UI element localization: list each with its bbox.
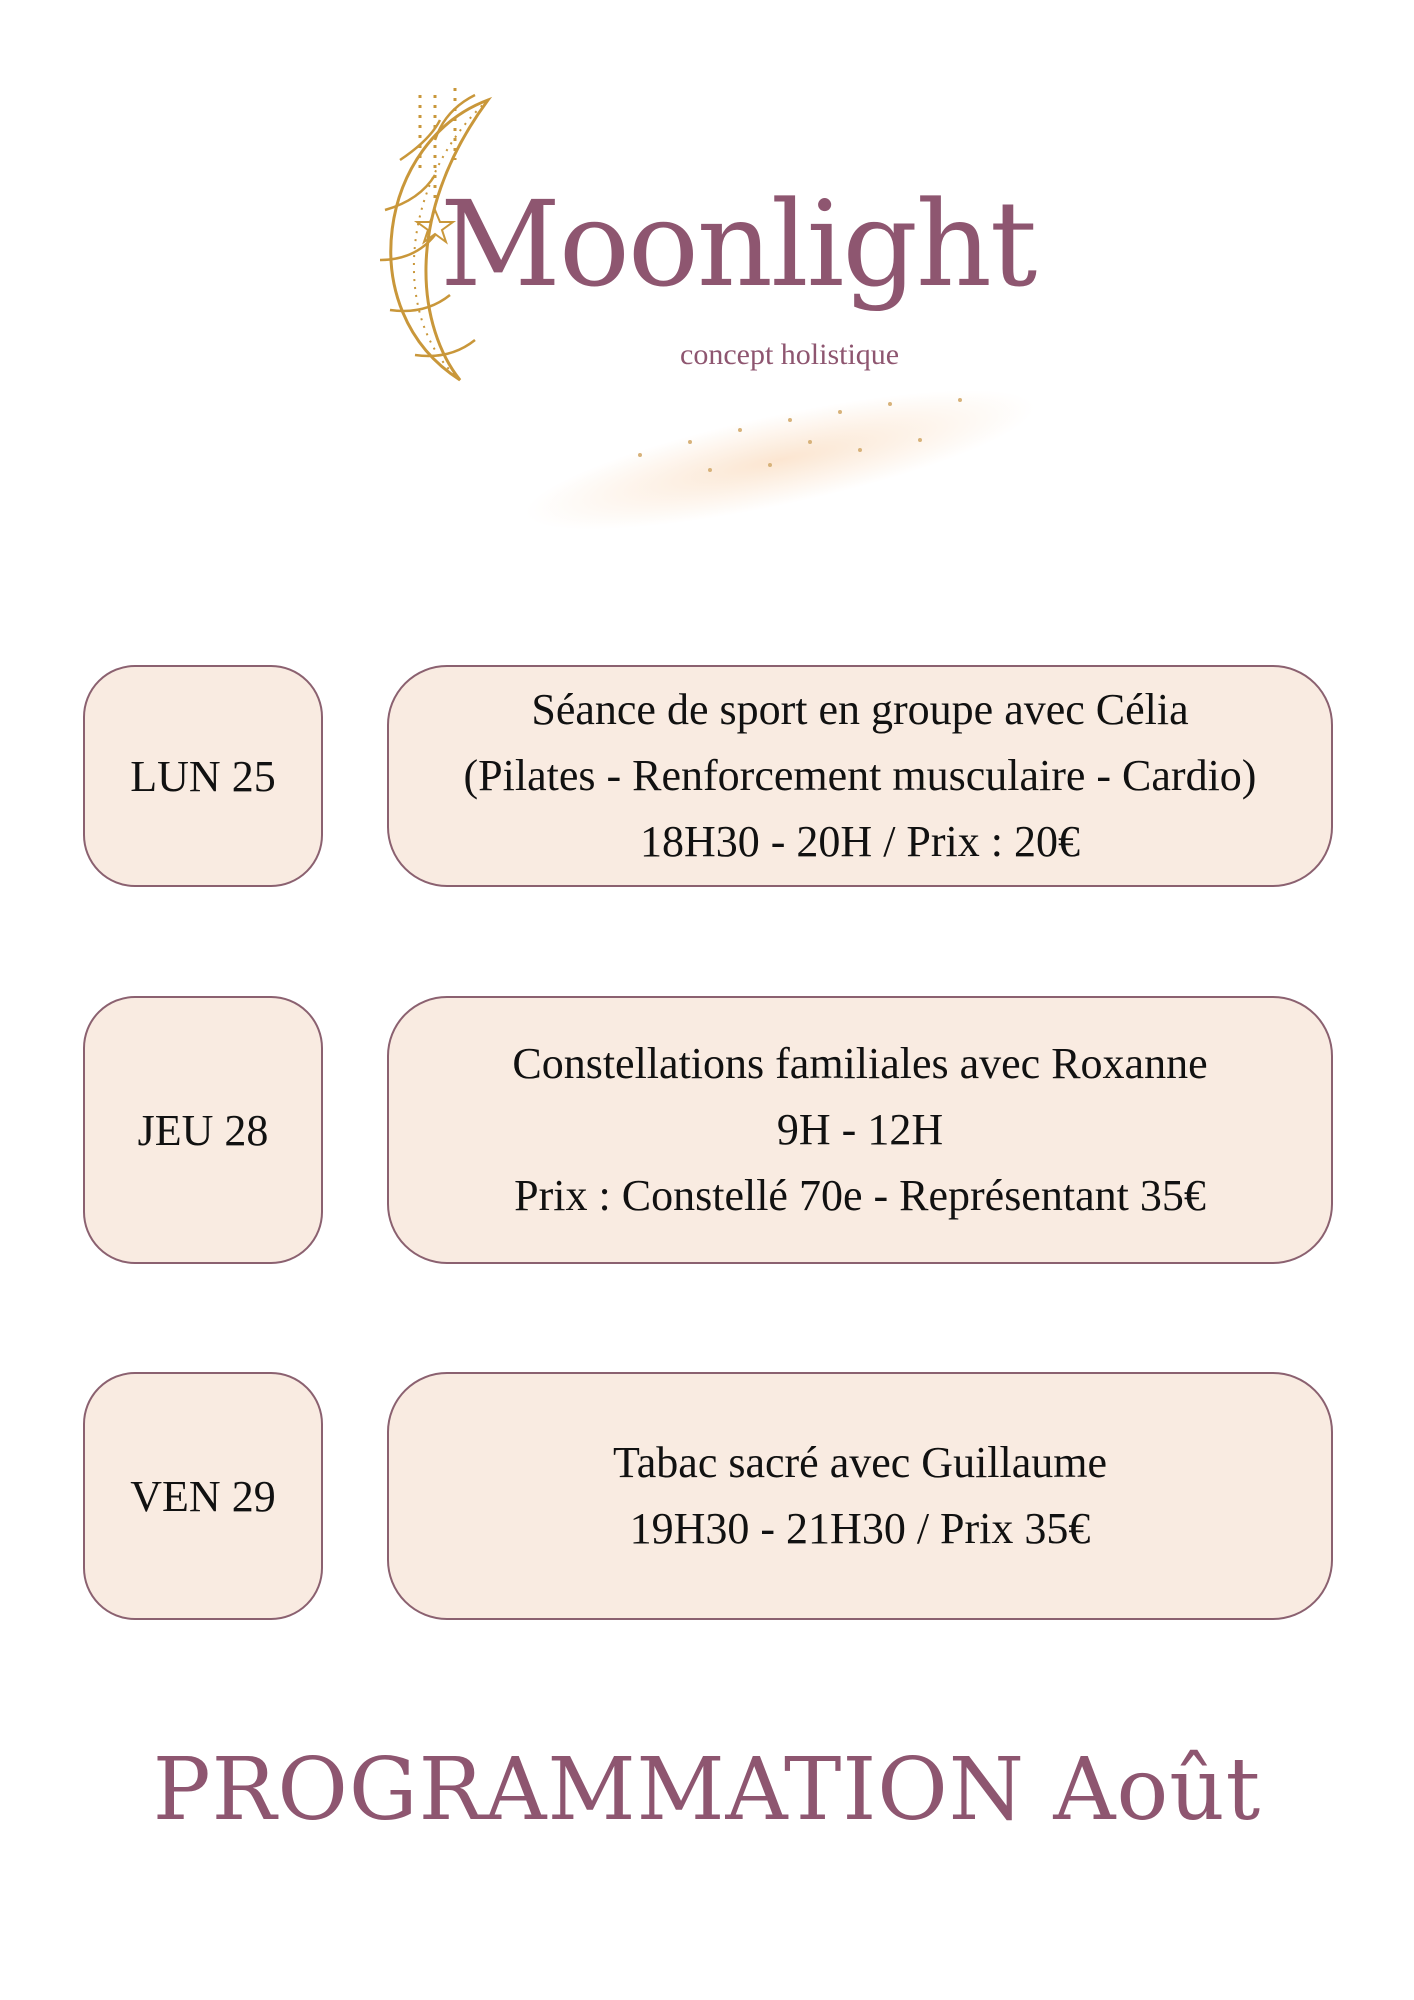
event-details (387, 665, 1333, 887)
brand-name: Moonlight (440, 175, 1036, 313)
event-time-price: 18H30 - 20H / Prix : 20€ (640, 817, 1080, 866)
event-details (387, 1372, 1333, 1620)
event-title: Tabac sacré avec Guillaume (612, 1438, 1108, 1487)
event-title: Constellations familiales avec Roxanne (512, 1039, 1208, 1088)
event-time: 9H - 12H (776, 1105, 944, 1154)
day-label: JEU 28 (83, 996, 323, 1264)
page-title: PROGRAMMATION Août (152, 1740, 1262, 1840)
sparkle-trail-icon (516, 362, 1040, 540)
event-details (387, 996, 1333, 1264)
event-subtitle: (Pilates - Renforcement musculaire - Cardio) (463, 751, 1257, 800)
brand-logo (360, 70, 1040, 540)
event-title: Séance de sport en groupe avec Célia (531, 685, 1189, 734)
event-price: Prix : Constellé 70e - Représentant 35€ (514, 1171, 1206, 1220)
event-time-price: 19H30 - 21H30 / Prix 35€ (629, 1504, 1091, 1553)
day-label: LUN 25 (83, 665, 323, 887)
day-label: VEN 29 (83, 1372, 323, 1620)
brand-tagline: concept holistique (680, 338, 900, 371)
